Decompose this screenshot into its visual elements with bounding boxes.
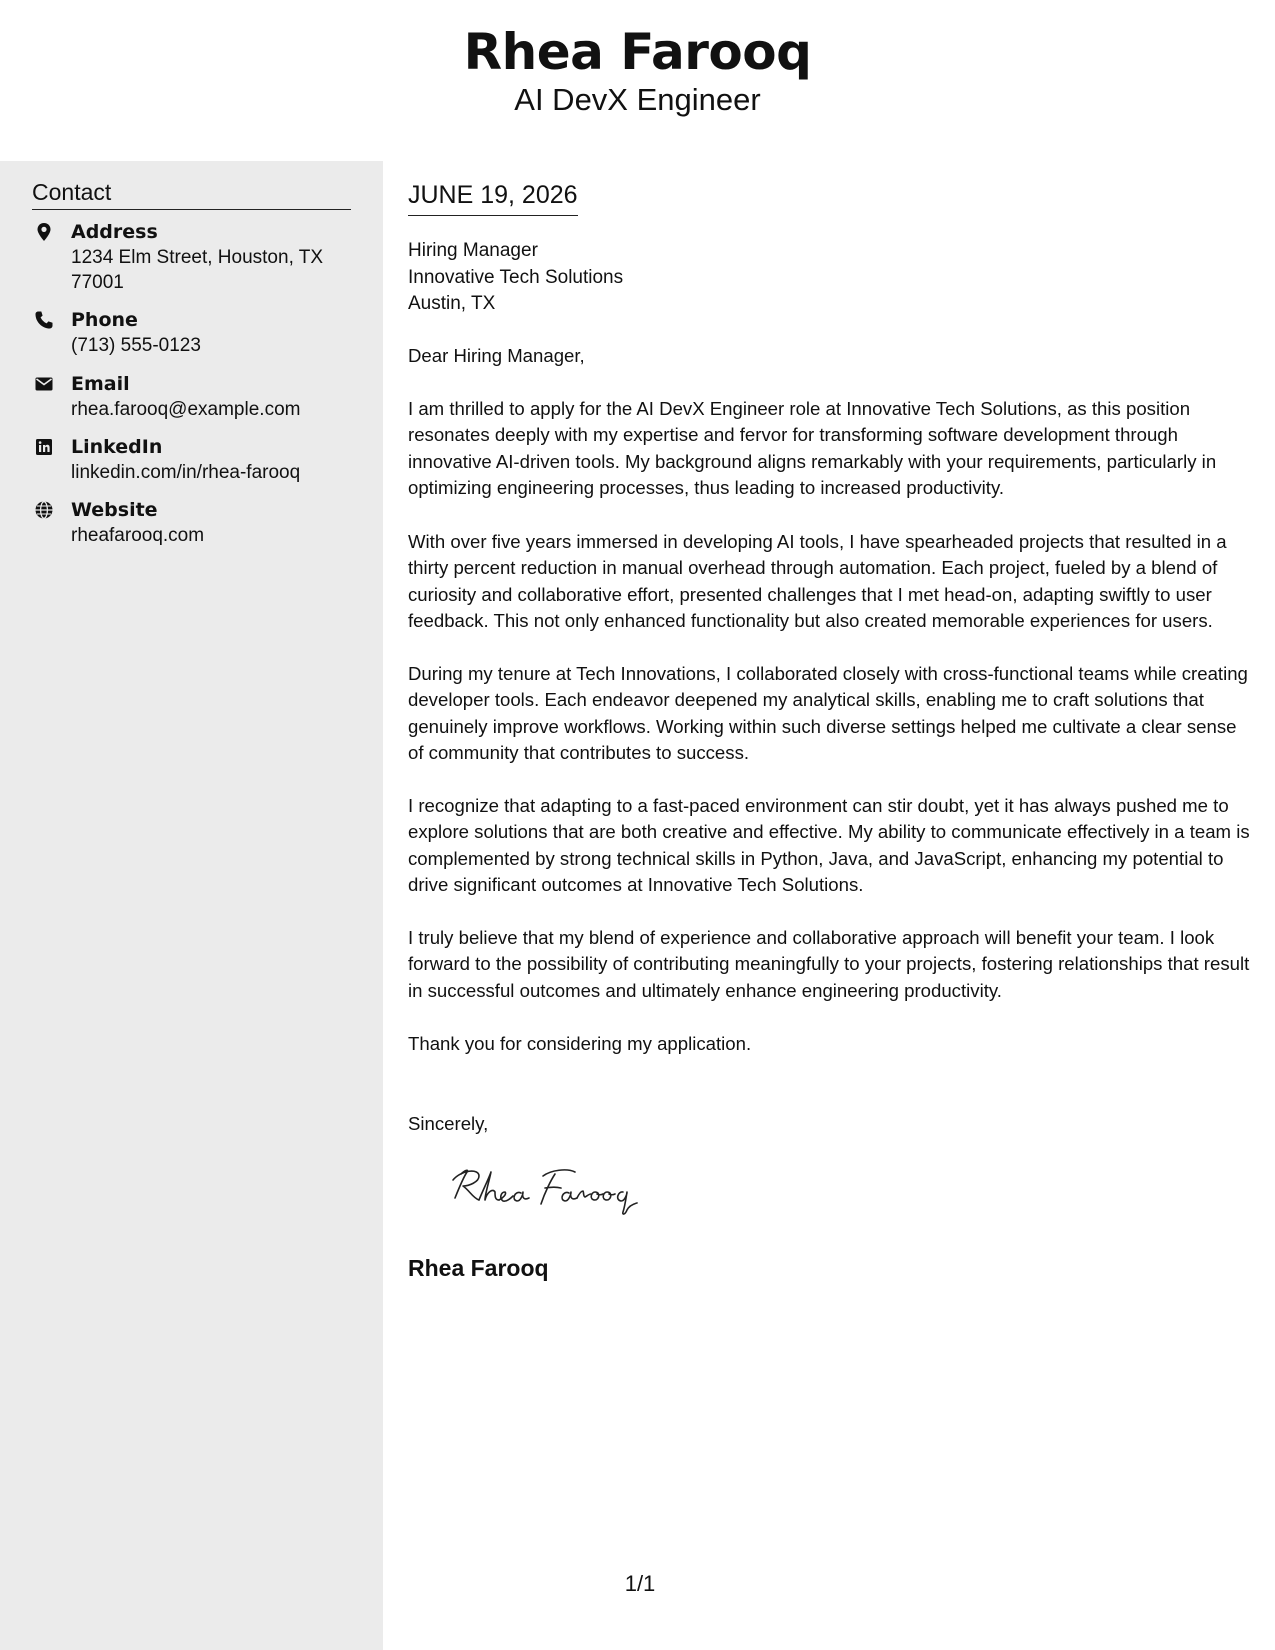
recipient-block bbox=[408, 238, 623, 318]
recipient-name: Hiring Manager bbox=[408, 240, 538, 261]
map-pin-icon bbox=[34, 222, 54, 242]
contact-label-address: Address bbox=[71, 221, 158, 243]
linkedin-icon bbox=[34, 437, 54, 457]
paragraph-5: I truly believe that my blend of experience and collaborative approach will benefit your team. I look forward to the possibility of contributing meaningfully to your projects, fostering relationships that result in successful outcomes and ultimately enhance engineering productivity. bbox=[408, 927, 1250, 1001]
paragraph-3: During my tenure at Tech Innovations, I collaborated closely with cross-functional teams while creating developer tools. Each endeavor deepened my analytical skills, enabling me to craft solutions that genuinely improve workflows. Working within such diverse settings helped me cultivate a clear sense of community that contributes to success. bbox=[408, 663, 1248, 764]
applicant-name: Rhea Farooq bbox=[463, 23, 812, 81]
contact-label-email: Email bbox=[71, 373, 130, 395]
contact-value-address: 1234 Elm Street, Houston, TX 77001 bbox=[71, 247, 324, 293]
recipient-company: Innovative Tech Solutions bbox=[408, 266, 624, 288]
contact-heading: Contact bbox=[32, 177, 351, 210]
contact-value-email: rhea.farooq@example.com bbox=[71, 399, 301, 420]
signer-name: Rhea Farooq bbox=[408, 1255, 549, 1281]
globe-icon bbox=[34, 500, 54, 520]
contact-label-phone: Phone bbox=[71, 309, 138, 331]
letter-date: JUNE 19, 2026 bbox=[408, 178, 578, 216]
letter-header bbox=[0, 0, 1275, 160]
closing: Sincerely, bbox=[408, 1113, 489, 1134]
envelope-icon bbox=[34, 374, 54, 394]
paragraph-4: I recognize that adapting to a fast-paced environment can stir doubt, yet it has always pushed me to explore solutions that are both creative and effective. My ability to communicate effectively in a team is complemented by strong technical skills in Python, Java, and JavaScript, enhancing my potential to drive significant outcomes at Innovative Tech Solutions. bbox=[408, 795, 1250, 896]
applicant-title: AI DevX Engineer bbox=[514, 82, 761, 117]
recipient-location: Austin, TX bbox=[408, 293, 496, 314]
phone-icon bbox=[34, 310, 54, 330]
contact-sidebar bbox=[0, 161, 383, 1650]
paragraph-2: With over five years immersed in developing AI tools, I have spearheaded projects that resulted in a thirty percent reduction in manual overhead through automation. Each project, fueled by a blend of curiosity and collaborative effort, presented challenges that I met head-on, adapting swiftly to user feedback. This not only enhanced functionality but also created memorable experiences for users. bbox=[408, 531, 1227, 632]
contact-value-website: rheafarooq.com bbox=[71, 525, 205, 546]
contact-value-phone: (713) 555-0123 bbox=[71, 335, 201, 356]
thanks-line: Thank you for considering my application. bbox=[408, 1033, 752, 1054]
contact-label-website: Website bbox=[71, 499, 158, 521]
salutation: Dear Hiring Manager, bbox=[408, 345, 585, 366]
paragraph-1: I am thrilled to apply for the AI DevX Engineer role at Innovative Tech Solutions, as this position resonates deeply with my expertise and fervor for transforming software development through innovative AI-driven tools. My background aligns remarkably with your requirements, particularly in optimizing engineering processes, thus leading to increased productivity. bbox=[408, 398, 1217, 499]
contact-label-linkedin: LinkedIn bbox=[71, 436, 163, 458]
handwritten-signature bbox=[445, 1160, 645, 1220]
page-number: 1/1 bbox=[624, 1571, 656, 1596]
contact-value-linkedin: linkedin.com/in/rhea-farooq bbox=[71, 462, 301, 483]
